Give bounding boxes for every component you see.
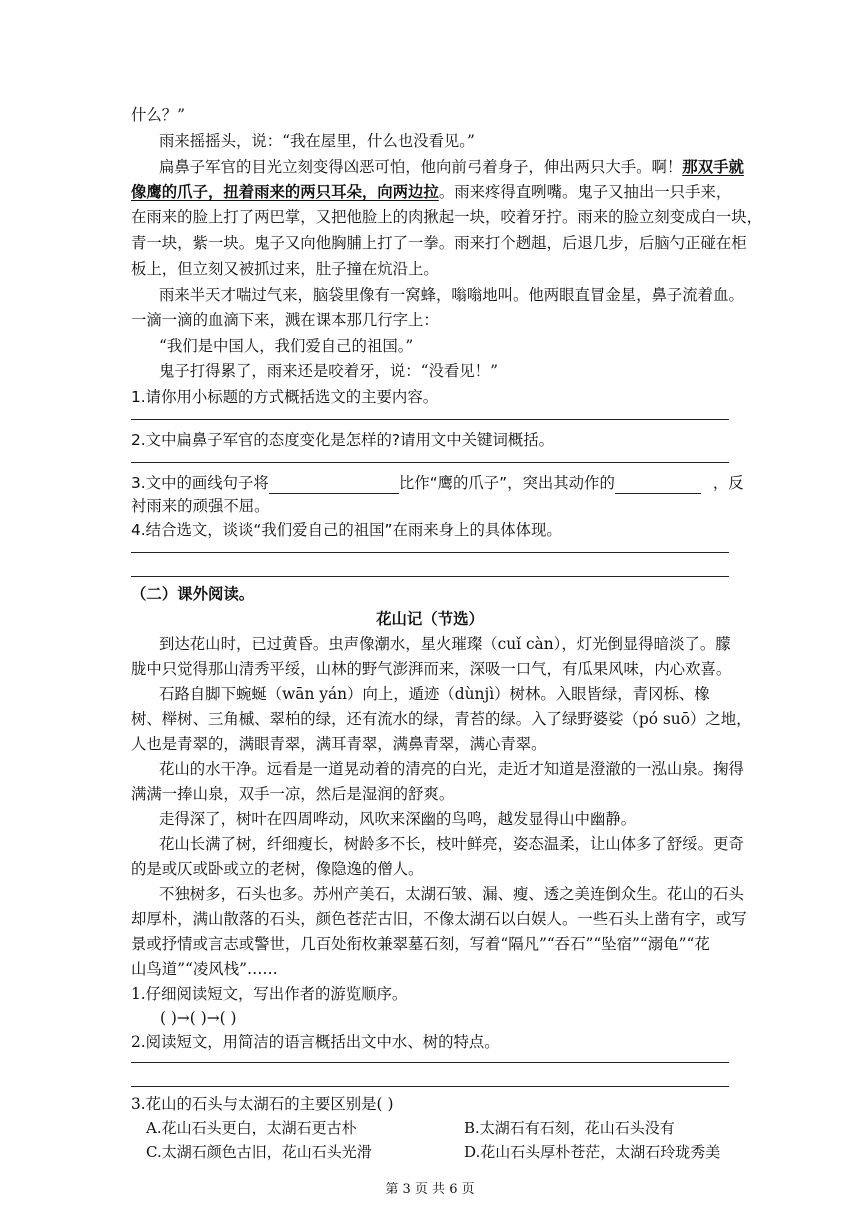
passage-line: 在雨来的脸上打了两巴掌，又把他脸上的肉揪起一块，咬着牙拧。雨来的脸立刻变成白一块，: [131, 208, 763, 226]
passage-line: 花山的水干净。远看是一道晃动着的清亮的白光，走近才知道是澄澈的一泓山泉。掬得: [159, 760, 744, 778]
underlined-sentence: 那双手就: [682, 158, 744, 176]
passage-line: [159, 157, 744, 178]
underlined-sentence: 像鹰的爪子，扭着雨来的两只耳朵，向两边拉: [131, 183, 439, 201]
passage-line: 鬼子打得累了，雨来还是咬着牙，说：“没看见！”: [159, 362, 498, 380]
answer-line[interactable]: [131, 1062, 729, 1063]
question-text: 3.文中的画线句子将: [131, 474, 269, 492]
passage-line: 人也是青翠的，满眼青翠，满耳青翠，满鼻青翠，满心青翠。: [131, 735, 547, 753]
answer-line[interactable]: [131, 419, 729, 420]
answer-line[interactable]: [131, 1086, 729, 1087]
passage-line: 一滴一滴的血滴下来，溅在课本那几行字上：: [131, 311, 439, 329]
passage-line: 雨来半天才喘过气来，脑袋里像有一窝蜂，嗡嗡地叫。他两眼直冒金星，鼻子流着血。: [159, 286, 744, 304]
passage-line: 却厚朴，满山散落的石头，颜色苍茫古旧，不像太湖石以白娱人。一些石头上凿有字，或写: [131, 910, 747, 928]
question-3: [131, 473, 744, 494]
question-3: 3.花山的石头与太湖石的主要区别是( ): [131, 1095, 394, 1113]
section-heading: （二）课外阅读。: [131, 585, 255, 603]
question-2: 2.阅读短文，用简洁的语言概括出文中水、树的特点。: [131, 1033, 500, 1051]
passage-line: 板上，但立刻又被抓过来，肚子撞在炕沿上。: [131, 260, 439, 278]
passage-text: 。雨来疼得直咧嘴。鬼子又抽出一只手来，: [438, 183, 732, 201]
passage-text: 扁鼻子军官的目光立刻变得凶恶可怕，他向前弓着身子，伸出两只大手。啊！: [159, 158, 683, 176]
question-4: 4.结合选文，谈谈“我们爱自己的祖国”在雨来身上的具体体现。: [131, 521, 562, 539]
passage-line: 景或抒情或言志或警世，几百处衔枚兼翠墓石刻，写着“隔凡”“吞石”“坠宿”“溺龟”“花: [131, 935, 710, 953]
passage-line: [131, 182, 731, 203]
question-text: 比作“鹰的爪子”，突出其动作的: [398, 474, 615, 492]
option-b[interactable]: B.太湖石有石刻，花山石头没有: [464, 1119, 675, 1137]
option-a[interactable]: A.花山石头更白，太湖石更古朴: [146, 1119, 357, 1137]
page-footer: 第 3 页 共 6 页: [385, 1182, 475, 1197]
passage-line: 山鸟道”“凌风栈”……: [131, 960, 278, 978]
passage-line: 不独树多，石头也多。苏州产美石，太湖石皱、漏、瘦、透之美连倒众生。花山的石头: [159, 885, 744, 903]
question-1: 1.仔细阅读短文，写出作者的游览顺序。: [131, 985, 408, 1003]
passage-line: 雨来摇摇头，说：“我在屋里，什么也没看见。”: [159, 132, 475, 150]
passage-line: 什么？”: [131, 106, 186, 124]
passage-line: 走得深了，树叶在四周哗动，风吹来深幽的鸟鸣，越发显得山中幽静。: [159, 810, 637, 828]
order-blanks[interactable]: ( )→( )→( ): [160, 1009, 237, 1027]
passage-line: 石路自脚下蜿蜒（wān yán）向上，遁迹（dùnjì）树林。入眼皆绿，青冈栎、橡: [159, 685, 710, 703]
option-c[interactable]: C.太湖石颜色古旧，花山石头光滑: [146, 1143, 372, 1161]
answer-line[interactable]: [131, 462, 729, 463]
passage-title: 花山记（节选）: [376, 610, 484, 628]
answer-line[interactable]: [131, 552, 729, 553]
passage-line: 到达花山时，已过黄昏。虫声像潮水，星火璀璨（cuǐ càn），灯光倒显得暗淡了。朦: [159, 635, 731, 653]
fill-blank[interactable]: [269, 477, 399, 494]
passage-line: “我们是中国人，我们爱自己的祖国。”: [159, 337, 414, 355]
passage-line: 胧中只觉得那山清秀平绥，山林的野气澎湃而来，深吸一口气，有瓜果风味，内心欢喜。: [131, 660, 732, 678]
passage-line: 的是或仄或卧或立的老树，像隐逸的僧人。: [131, 860, 424, 878]
question-1: 1.请你用小标题的方式概括选文的主要内容。: [131, 388, 439, 406]
question-text: ，反: [712, 474, 744, 492]
fill-blank[interactable]: [615, 477, 701, 494]
answer-line[interactable]: [131, 576, 729, 577]
passage-line: 花山长满了树，纤细瘦长，树龄多不长，枝叶鲜亮，姿态温柔，让山体多了舒绥。更奇: [159, 835, 744, 853]
option-d[interactable]: D.花山石头厚朴苍茫，太湖石玲珑秀美: [464, 1143, 721, 1161]
passage-line: 满满一捧山泉，双手一凉，然后是湿润的舒爽。: [131, 785, 455, 803]
question-3-cont: 衬雨来的顽强不屈。: [131, 497, 270, 515]
passage-line: 青一块，紫一块。鬼子又向他胸脯上打了一拳。雨来打个趔趄，后退几步，后脑勺正碰在柜: [131, 234, 747, 252]
question-2: 2.文中扁鼻子军官的态度变化是怎样的?请用文中关键词概括。: [131, 431, 555, 449]
passage-line: 树、榉树、三角槭、翠柏的绿，还有流水的绿，青苔的绿。入了绿野婆娑（pó suō）之地，: [131, 710, 752, 728]
